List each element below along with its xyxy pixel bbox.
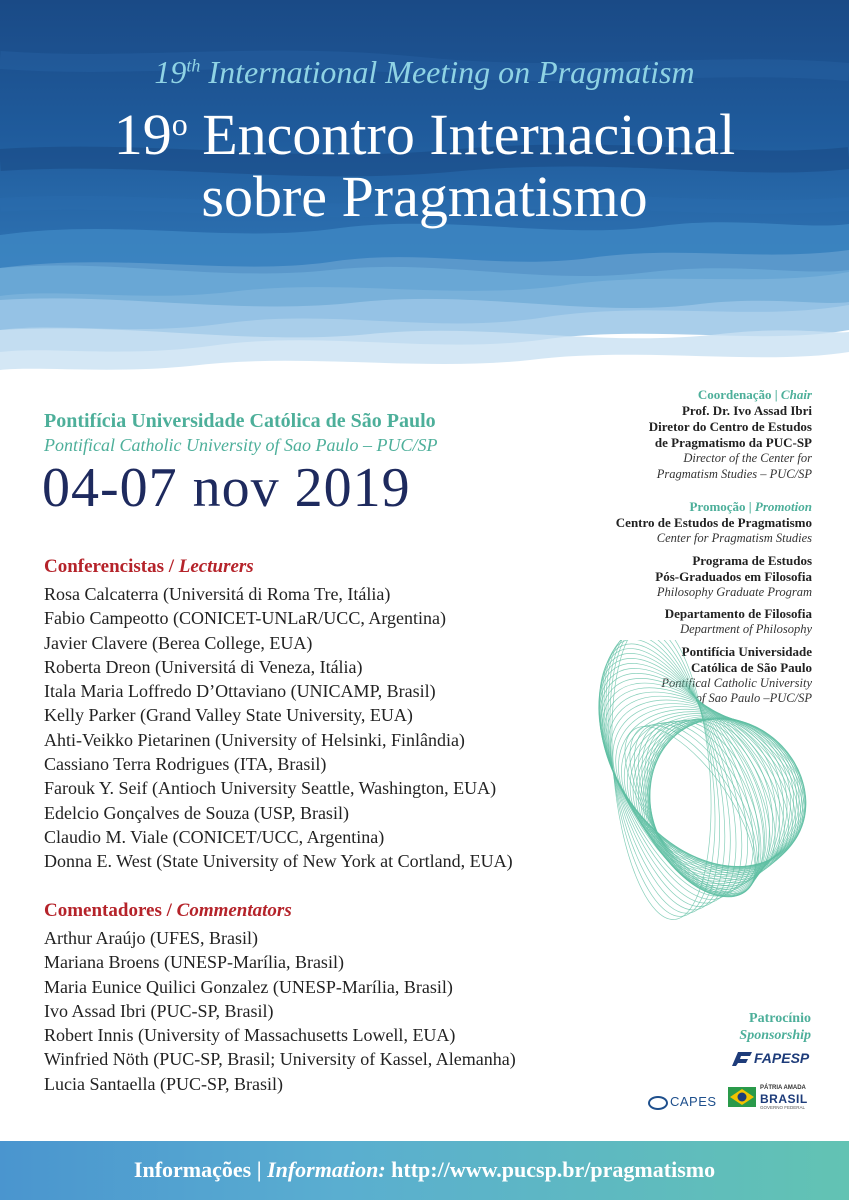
lecturer-item: Javier Clavere (Berea College, EUA) xyxy=(44,632,313,653)
event-subtitle-en: 19th International Meeting on Pragmatism xyxy=(154,54,695,90)
sponsorship-label xyxy=(739,1010,811,1044)
chair-label: Coordenação | Chair xyxy=(697,387,812,402)
lecturer-item: Rosa Calcaterra (Universitá di Roma Tre, Itália) xyxy=(44,584,391,604)
commentator-item: Mariana Broens (UNESP-Marília, Brasil) xyxy=(44,952,344,973)
event-title xyxy=(0,104,849,228)
chair-role-pt-1: Diretor do Centro de Estudos xyxy=(648,419,812,434)
event-date: 04-07 nov 2019 xyxy=(42,457,411,519)
spiral-strand xyxy=(631,709,809,889)
brazil-flag-icon xyxy=(728,1087,756,1107)
lecturer-item: Itala Maria Loffredo D’Ottaviano (UNICAMP, Brasil) xyxy=(44,681,436,702)
chair-role-en-1: Director of the Center for xyxy=(683,451,812,465)
brasil-logo: PÁTRIA AMADA BRASIL GOVERNO FEDERAL xyxy=(728,1083,814,1111)
commentator-item: Arthur Araújo (UFES, Brasil) xyxy=(44,928,258,948)
lecturer-item: Fabio Campeotto (CONICET-UNLaR/UCC, Argentina) xyxy=(44,608,446,629)
lecturers-section xyxy=(44,556,513,874)
fapesp-logo: FAPESP xyxy=(730,1048,812,1070)
university-name-en: Pontifical Catholic University of Sao Paulo – PUC/SP xyxy=(44,435,438,455)
org-graduate-program-2: Pós-Graduados em Filosofia xyxy=(655,568,812,584)
footer-info-line: Informações | Information: http://www.pucsp.br/pragmatismo xyxy=(133,1157,716,1182)
information-footer xyxy=(0,1141,849,1200)
org-university-en-2: of Sao Paulo –PUC/SP xyxy=(695,691,812,705)
commentators-list xyxy=(44,926,516,1096)
lecturer-item: Roberta Dreon (Universitá di Veneza, Itália) xyxy=(44,656,363,677)
lecturer-item: Edelcio Gonçalves de Souza (USP, Brasil) xyxy=(44,802,349,823)
sponsorship-label-en: Sponsorship xyxy=(739,1028,811,1043)
chair-name: Prof. Dr. Ivo Assad Ibri xyxy=(681,403,812,418)
event-title-line1: 19$^o$ Encontro Internacional xyxy=(113,102,736,167)
org-philosophy-department-en: Department of Philosophy xyxy=(680,622,812,636)
lecturer-item: Cassiano Terra Rodrigues (ITA, Brasil) xyxy=(44,754,327,775)
lecturers-list xyxy=(44,582,513,874)
chair-role-en-2: Pragmatism Studies – PUC/SP xyxy=(656,466,812,481)
org-philosophy-department: Departamento de Filosofia xyxy=(664,606,812,621)
commentator-item: Ivo Assad Ibri (PUC-SP, Brasil) xyxy=(44,1000,274,1021)
lecturer-item: Farouk Y. Seif (Antioch University Seattle, Washington, EUA) xyxy=(44,778,497,799)
lecturer-item: Kelly Parker (Grand Valley State University, EUA) xyxy=(44,705,413,726)
commentator-item: Maria Eunice Quilici Gonzalez (UNESP-Marília, Brasil) xyxy=(44,976,453,997)
chair-role-pt-2: de Pragmatismo da PUC-SP xyxy=(654,435,812,450)
event-title-line2: sobre Pragmatismo xyxy=(201,164,648,229)
lecturers-heading: Conferencistas / Lecturers xyxy=(44,556,254,577)
university-block xyxy=(44,410,437,456)
spiral-strand xyxy=(579,640,756,920)
org-graduate-program-1: Programa de Estudos xyxy=(692,552,812,568)
org-pragmatism-center-en: Center for Pragmatism Studies xyxy=(656,531,812,545)
promotion-label: Promoção | Promotion xyxy=(689,499,812,514)
footer-url-link[interactable]: http://www.pucsp.br/pragmatismo xyxy=(385,1157,716,1182)
org-graduate-program-en: Philosophy Graduate Program xyxy=(656,584,812,599)
org-university-en-1: Pontifical Catholic University xyxy=(661,675,812,690)
university-name-pt: Pontifícia Universidade Católica de São Paulo xyxy=(44,410,436,432)
sponsorship-label-pt: Patrocínio xyxy=(749,1011,811,1026)
org-university-1: Pontifícia Universidade xyxy=(681,643,812,659)
org-university-2: Católica de São Paulo xyxy=(691,659,812,675)
commentators-section xyxy=(44,900,516,1096)
spiral-line-art xyxy=(540,640,840,960)
commentator-item: Lucia Santaella (PUC-SP, Brasil) xyxy=(44,1073,283,1094)
lecturer-item: Ahti-Veikko Pietarinen (University of Helsinki, Finlândia) xyxy=(44,729,465,750)
lecturer-item: Claudio M. Viale (CONICET/UCC, Argentina) xyxy=(44,826,385,847)
org-pragmatism-center: Centro de Estudos de Pragmatismo xyxy=(615,515,812,530)
lecturer-item: Donna E. West (State University of New York at Cortland, EUA) xyxy=(44,851,513,872)
commentator-item: Robert Innis (University of Massachusetts Lowell, EUA) xyxy=(44,1025,456,1046)
commentators-heading: Comentadores / Commentators xyxy=(44,900,292,921)
capes-logo: CAPES xyxy=(648,1094,717,1110)
commentator-item: Winfried Nöth (PUC-SP, Brasil; University of Kassel, Alemanha) xyxy=(44,1049,516,1070)
fapesp-mark-icon xyxy=(730,1048,754,1070)
chair-block xyxy=(532,387,812,482)
